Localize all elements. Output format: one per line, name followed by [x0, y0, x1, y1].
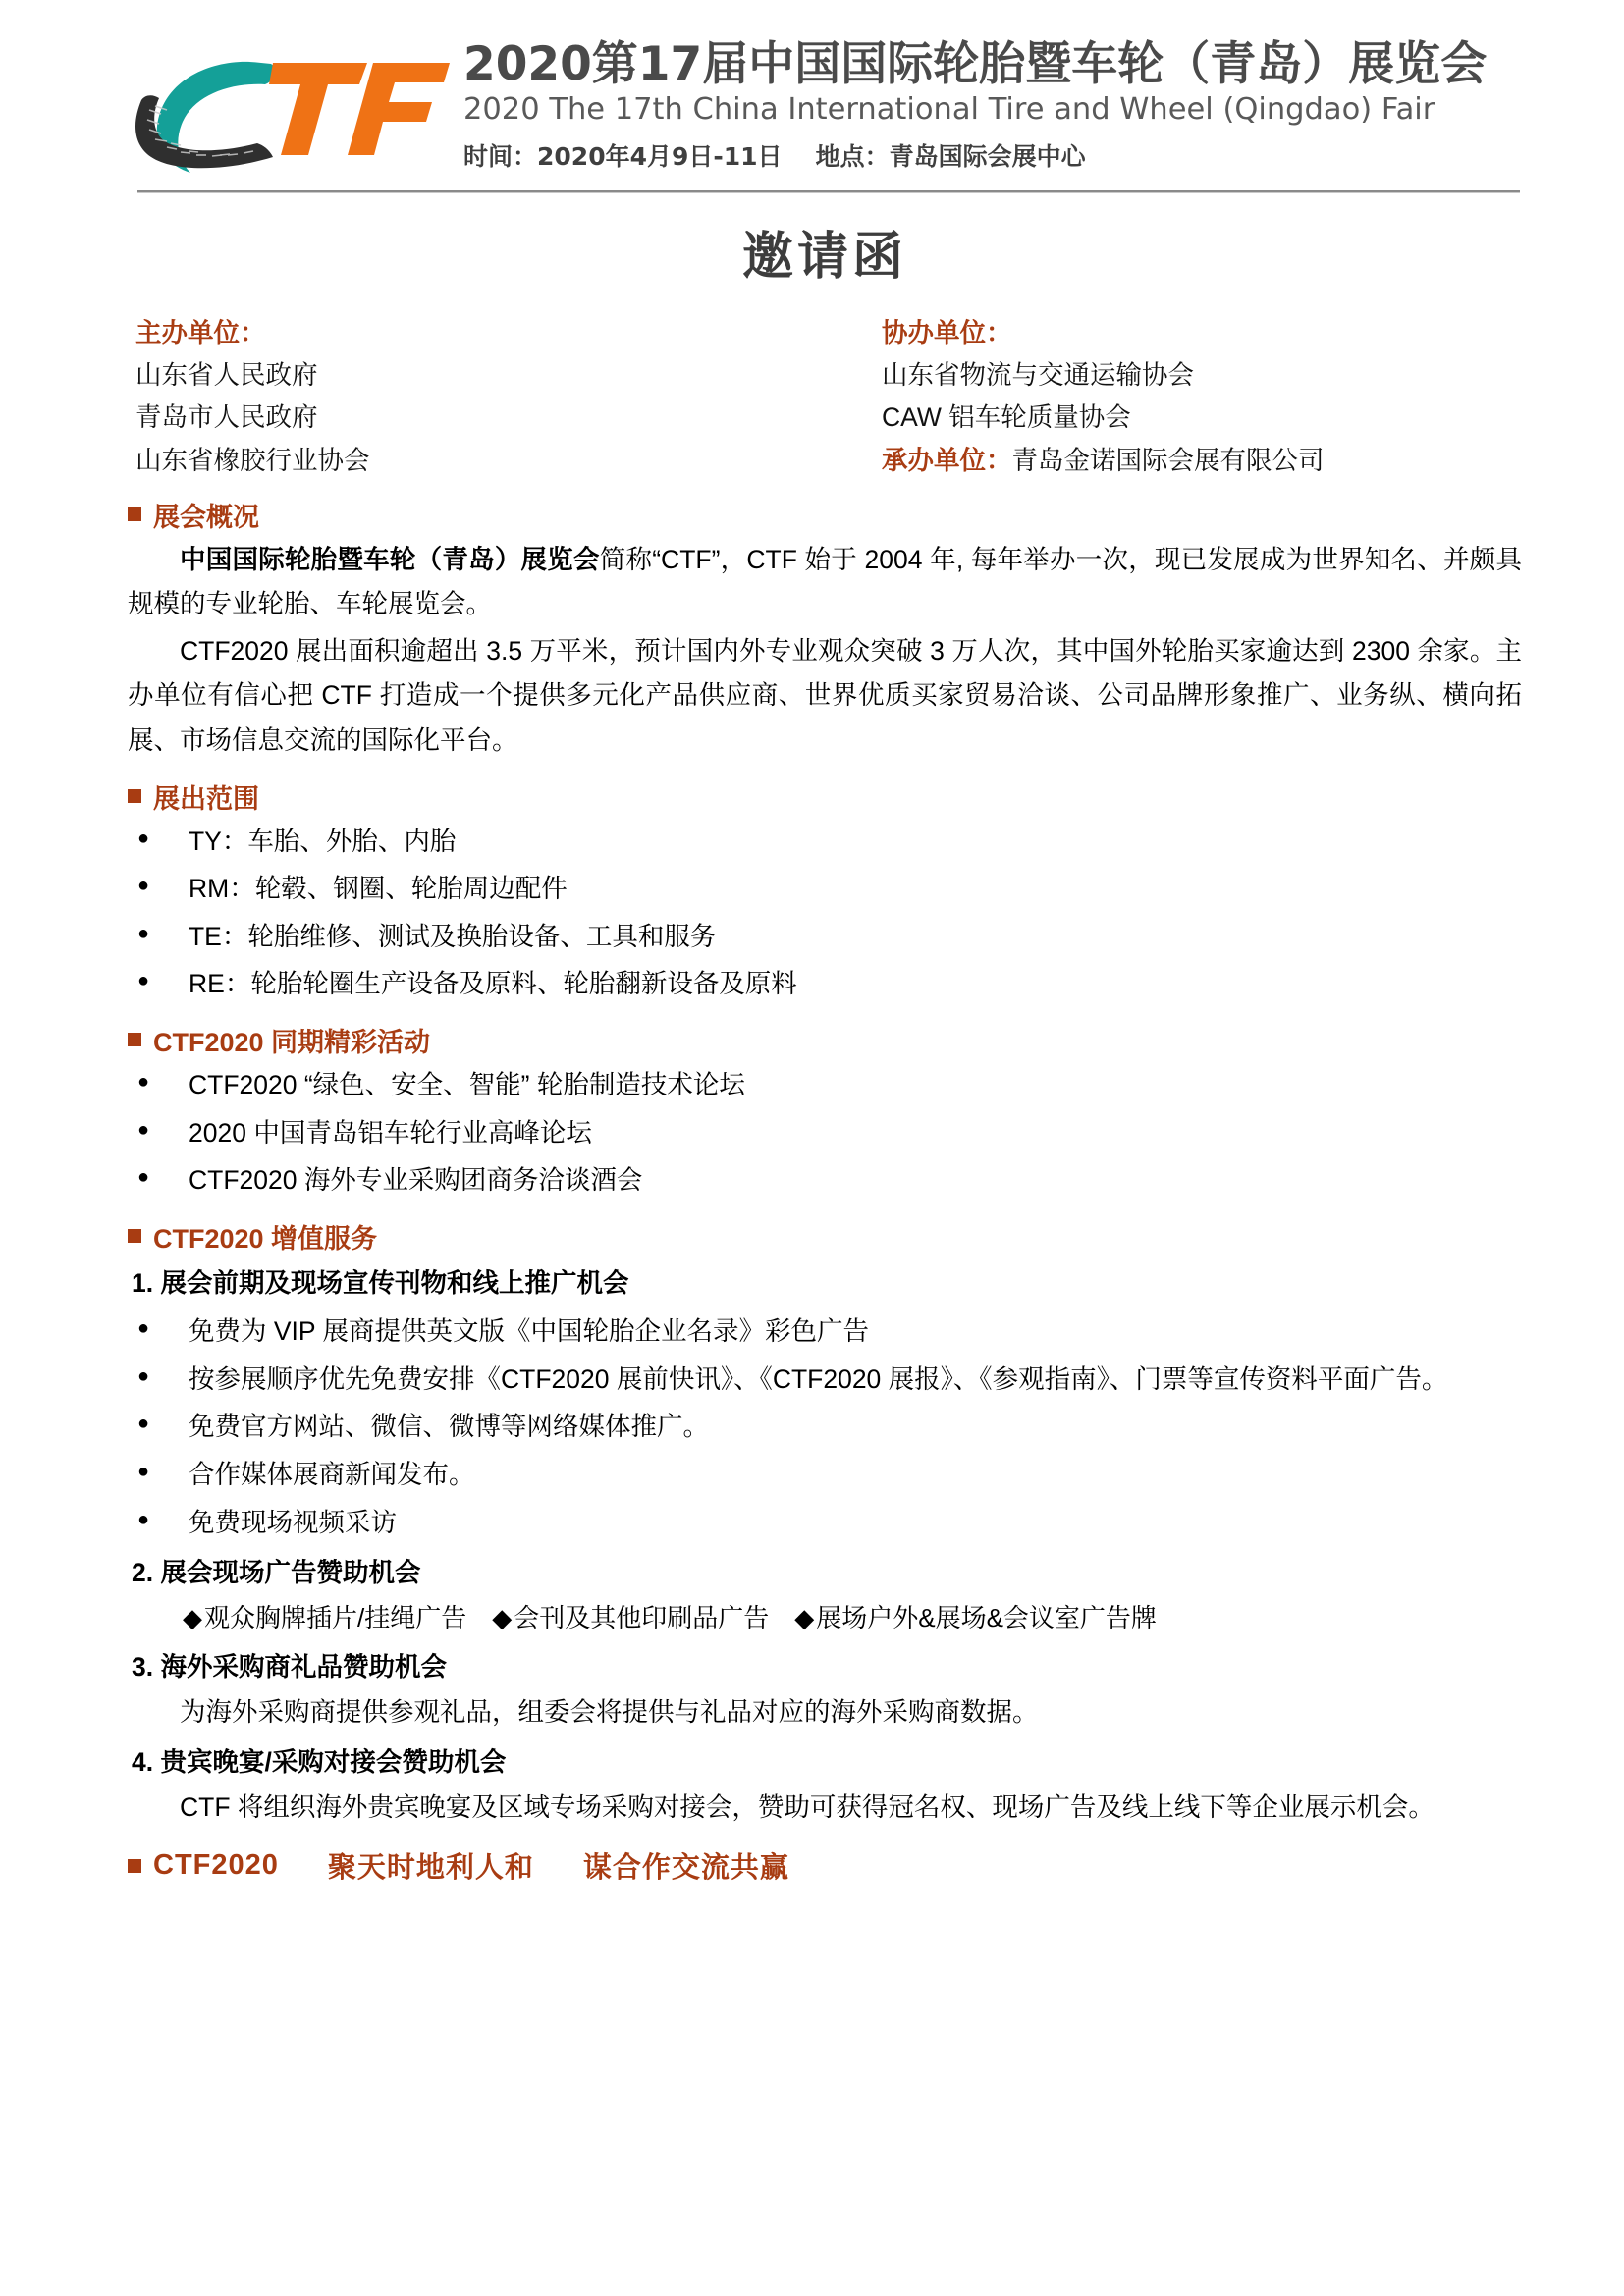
square-bullet-icon [128, 1229, 141, 1243]
list-item: ● 按参展顺序优先免费安排《CTF2020 展前快讯》、《CTF2020 展报》、《参观指南》、门票等宣传资料平面广告。 [128, 1358, 1522, 1403]
section-heading-events [128, 1021, 1522, 1059]
item-number: 3. [132, 1651, 154, 1682]
diamond-item: 展场户外&展场&会议室广告牌 [816, 1602, 1157, 1632]
document-body [0, 215, 1624, 1886]
list-item: ● TY：车胎、外胎、内胎 [128, 820, 1522, 865]
coorganizer-column [825, 312, 1522, 482]
value-added-item-3-title [128, 1645, 1522, 1690]
host-column [128, 312, 825, 482]
value-added-item-2-diamonds [128, 1596, 1522, 1639]
square-bullet-icon [128, 507, 141, 521]
overview-paragraph-1 [128, 538, 1522, 627]
diamond-bullet-icon: ◆ [794, 1602, 815, 1632]
header-title-block [450, 37, 1526, 177]
tire-tread-graphic [135, 95, 273, 168]
value-added-item-3-body: 为海外采购商提供参观礼品，组委会将提供与礼品对应的海外采购商数据。 [180, 1696, 1039, 1727]
item-title: 海外采购商礼品赞助机会 [160, 1651, 447, 1682]
list-item: ● 2020 中国青岛铝车轮行业高峰论坛 [128, 1111, 1522, 1156]
overview-p1-rest: 简称“CTF”，CTF 始于 2004 年, 每年举办一次，现已发展成为世界知名、并颇具规模的专业轮胎、车轮展览会。 [128, 544, 1522, 619]
item-title: 展会现场广告赞助机会 [160, 1558, 421, 1588]
value-added-item-4-title [128, 1740, 1522, 1786]
list-item: ● TE：轮胎维修、测试及换胎设备、工具和服务 [128, 915, 1522, 960]
section-heading-events-label: CTF2020 同期精彩活动 [153, 1027, 431, 1057]
overview-bold-lead: 中国国际轮胎暨车轮（青岛）展览会 [180, 544, 600, 574]
venue-label: 地点： [815, 142, 890, 171]
item-title: 贵宾晚宴/采购对接会赞助机会 [160, 1747, 507, 1778]
diamond-item: 观众胸牌插片/挂绳广告 [204, 1602, 467, 1632]
page-title: 邀请函 [741, 228, 907, 287]
item-number: 2. [132, 1558, 154, 1588]
events-list [128, 1063, 1522, 1203]
diamond-bullet-icon: ◆ [492, 1602, 513, 1632]
fair-date-venue [463, 137, 1526, 173]
undertaker-value: 青岛金诺国际会展有限公司 [1011, 445, 1325, 475]
list-item: ● 免费官方网站、微信、微博等网络媒体推广。 [128, 1405, 1522, 1450]
document-header [0, 0, 1624, 177]
item-number: 4. [132, 1747, 154, 1778]
section-heading-value-added-label: CTF2020 增值服务 [153, 1223, 378, 1254]
date-label: 时间： [463, 142, 538, 171]
slogan-part-2: 谋合作交流共赢 [582, 1852, 789, 1885]
coorganizer-label: 协办单位： [882, 318, 1012, 347]
list-item: ● 免费为 VIP 展商提供英文版《中国轮胎企业名录》彩色广告 [128, 1309, 1522, 1355]
slogan-part-1: 聚天时地利人和 [327, 1852, 534, 1885]
host-item: 青岛市人民政府 [135, 402, 318, 433]
logo-f-letter [348, 63, 450, 155]
fair-title-en: 2020 The 17th China International Tire and Wheel (Qingdao) Fair [463, 92, 1435, 128]
value-added-item-1-title [128, 1261, 1522, 1307]
list-item: ● RE：轮胎轮圈生产设备及原料、轮胎翻新设备及原料 [128, 962, 1522, 1007]
list-item: ● CTF2020 “绿色、安全、智能” 轮胎制造技术论坛 [128, 1063, 1522, 1108]
list-item: ● RM：轮毂、钢圈、轮胎周边配件 [128, 867, 1522, 912]
section-heading-overview-label: 展会概况 [153, 502, 259, 532]
scope-list [128, 820, 1522, 1007]
value-added-item-2-title [128, 1551, 1522, 1596]
host-item: 山东省人民政府 [135, 360, 318, 391]
organizers-block [128, 312, 1522, 482]
date-value: 2020年4月9日-11日 [537, 142, 783, 171]
undertaker-line [882, 440, 1522, 482]
square-bullet-icon [128, 1033, 141, 1046]
host-item: 山东省橡胶行业协会 [135, 445, 370, 475]
header-divider [137, 190, 1520, 193]
host-label: 主办单位： [135, 318, 266, 347]
section-heading-scope-label: 展出范围 [153, 783, 259, 814]
ctf-logo [126, 41, 450, 177]
coorganizer-item: CAW 铝车轮质量协会 [882, 402, 1131, 433]
section-heading-scope [128, 777, 1522, 816]
value-added-item-1-list [128, 1309, 1522, 1545]
value-added-item-4-body: CTF 将组织海外贵宾晚宴及区域专场采购对接会，赞助可获得冠名权、现场广告及线上线下等企业展示机会。 [180, 1791, 1435, 1822]
list-item: ● 合作媒体展商新闻发布。 [128, 1453, 1522, 1498]
diamond-item: 会刊及其他印刷品广告 [514, 1602, 770, 1632]
section-heading-overview [128, 496, 1522, 534]
item-title: 展会前期及现场宣传刊物和线上推广机会 [160, 1267, 629, 1298]
closing-slogan [128, 1845, 1522, 1886]
fair-title-cn: 2020第17届中国国际轮胎暨车轮（青岛）展览会 [463, 37, 1488, 92]
list-item: ● CTF2020 海外专业采购团商务洽谈酒会 [128, 1158, 1522, 1203]
square-bullet-icon [128, 789, 141, 803]
venue-value: 青岛国际会展中心 [889, 142, 1086, 171]
diamond-bullet-icon: ◆ [183, 1602, 202, 1632]
list-item: ● 免费现场视频采访 [128, 1501, 1522, 1546]
square-bullet-icon [128, 1859, 141, 1873]
undertaker-label: 承办单位： [882, 445, 1012, 475]
item-number: 1. [132, 1267, 154, 1298]
overview-paragraph-2: CTF2020 展出面积逾超出 3.5 万平米，预计国内外专业观众突破 3 万人次，其中国外轮胎买家逾达到 2300 余家。主办单位有信心把 CTF 打造成一个提供多元化产品供应商、世界优质买家贸易洽谈、公司品牌形象推广、业务纵、横向拓展、市场信息交流的国际化平台。 [128, 635, 1522, 756]
coorganizer-item: 山东省物流与交通运输协会 [882, 360, 1194, 391]
slogan-prefix: CTF2020 [153, 1849, 279, 1882]
section-heading-value-added [128, 1217, 1522, 1255]
